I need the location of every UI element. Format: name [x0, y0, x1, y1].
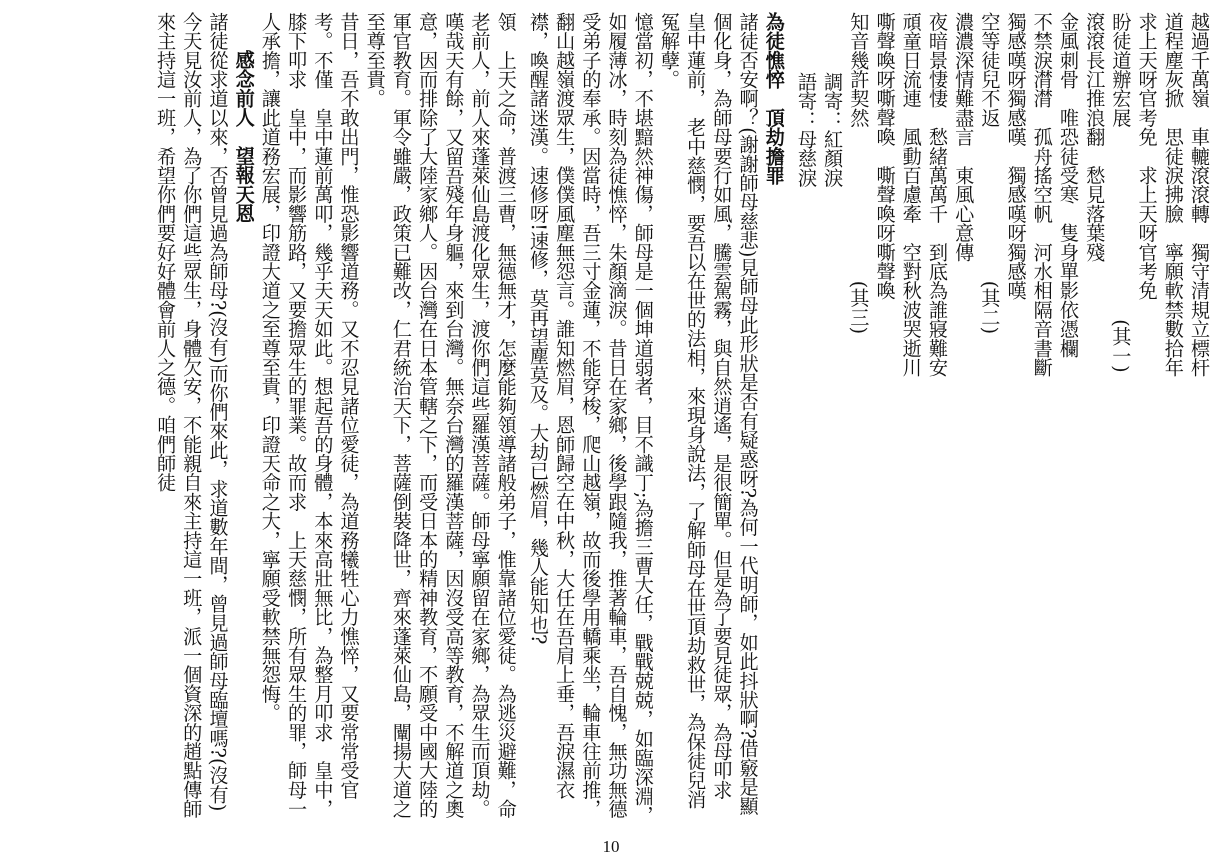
poem-line: 不禁淚潸潸 孤舟搖空帆 河水相隔音書斷 [1030, 12, 1054, 377]
paragraph: 昔日，吾不敢出門，惟恐影響道務。又不忍見諸位愛徒，為道務犧牲心力憔悴，又要常常受官考。不僅 皇中蓮前萬叩，幾乎天天如此。想起吾的身體，本來高壯無比，為整月叩求 皇中，膝下叩求 皇中，而影響筋路，又要擔眾生的罪業。故而求 上天慈憫，所有眾生的罪，師母一人承擔，讓此道務宏展，印證大道之至尊至貴，印證天命之大，寧願受軟禁無怨悔。 [258, 12, 361, 819]
poem-line: 頑童日流連 風動百慮牽 空對秋波哭逝川 [899, 12, 923, 377]
page-number: 10 [602, 837, 620, 856]
section-heading: 為徒憔悴 頂劫擔罪 [762, 12, 786, 185]
spacer [787, 12, 793, 827]
poem-line: 滾滾長江推浪翻 愁見落葉殘 [1083, 12, 1107, 262]
paragraph: 諸徒從求道以來，否曾見過為師母?(沒有)而你們來此，求道數年間，曾見過師母臨壇嗎?(沒有)今天見汝前人，為了你們這些眾生，身體欠安，不能親自來主持這一班，派一個資深的趙點傳師來主持這一班，希望你們要好好體會前人之德。咱們師徒 [154, 12, 230, 819]
poem-line: 夜暗景悽悽 愁緒萬萬千 到底為誰寢難安 [925, 12, 949, 377]
poem-line: 嘶聲喚呀嘶聲喚 嘶聲喚呀嘶聲喚 [873, 12, 897, 300]
poem-words: 語寄：母慈淚 [794, 72, 818, 188]
poem-line: 盼徒道辦宏展 (其一) [1109, 12, 1133, 373]
poem-line: 獨感嘆呀獨感嘆 獨感嘆呀獨感嘆 [1004, 12, 1028, 300]
poem-line: 道程塵灰掀 思徒淚拂臉 寧願軟禁數拾年 [1161, 12, 1185, 377]
section-heading: 感念前人 望報天恩 [232, 50, 256, 223]
poem-line: 求上天呀官考免 求上天呀官考免 [1135, 12, 1159, 300]
poem-line: 濃濃深情難盡言 東風心意傳 [952, 12, 976, 262]
poem-line: 越過千萬嶺 車轆滾滾轉 獨守清規立標杆 [1188, 12, 1211, 377]
poem-line: 金風刺骨 唯恐徒受寒 隻身單影依憑欄 [1056, 12, 1080, 358]
paragraph: 諸徒否安啊？(謝謝師母慈悲)見師母此形狀是否有疑惑呀?為何一代明師，如此抖狀啊?借竅是顯個化身，為師母要行如風，騰雲駕霧，與自然逍遙，是很簡單。但是為了要見徒眾，為母叩求 皇中蓮前， 老中慈憫，要吾以在世的法相，來現身說法，了解師母在世頂劫救世，為保徒兒消冤解孽。 [657, 12, 760, 819]
vertical-text-body [152, 12, 1212, 827]
poem-tune: 調寄：紅顏淚 [821, 72, 845, 188]
poem-line: 空等徒兒不返 (其二) [978, 12, 1002, 335]
spacer [519, 12, 525, 827]
poem-line: 知音幾許契然 (其三) [847, 12, 871, 335]
paragraph: 憶當初，不堪黯然神傷，師母是一個坤道弱者，目不識丁;為擔三曹大任，戰戰兢兢，如臨深淵，如履薄冰，時刻為徒憔悴，朱顏滴淚。昔日在家鄉，後學跟隨我，推著輪車，吾自愧，無功無德受弟子的奉承。因當時，吾三寸金蓮，不能穿梭，爬山越嶺，故而後學用轎乘坐，輪車往前推，翻山越嶺渡眾生，僕僕風塵無怨言。誰知燃眉，恩師歸空在中秋，大任在吾肩上垂，吾淚濕衣襟，喚醒諸迷漢。速修呀!速修，莫再望塵莫及。大劫已燃眉，幾人能知也? [526, 12, 655, 825]
paragraph: 領 上天之命，普渡三曹，無德無才，怎麼能夠領導諸般弟子，惟靠諸位愛徒。為逃災避難，命老前人，前人來蓬萊仙島渡化眾生，渡你們這些羅漢菩薩。師母寧願留在家鄉，為眾生而頂劫。嘆哉天有餘，又留吾殘年身軀，來到台灣。無奈台灣的羅漢菩薩，因沒受高等教育，不解道之奧意，因而排除了大陸家鄉人。因台灣在日本管轄之下，而受日本的精神教育，不願受中國大陸的軍官教育。軍令雖嚴，政策已難改，仁君統治天下，菩薩倒裝降世，齊來蓬萊仙島，闡揚大道之至尊至貴。 [363, 12, 518, 819]
